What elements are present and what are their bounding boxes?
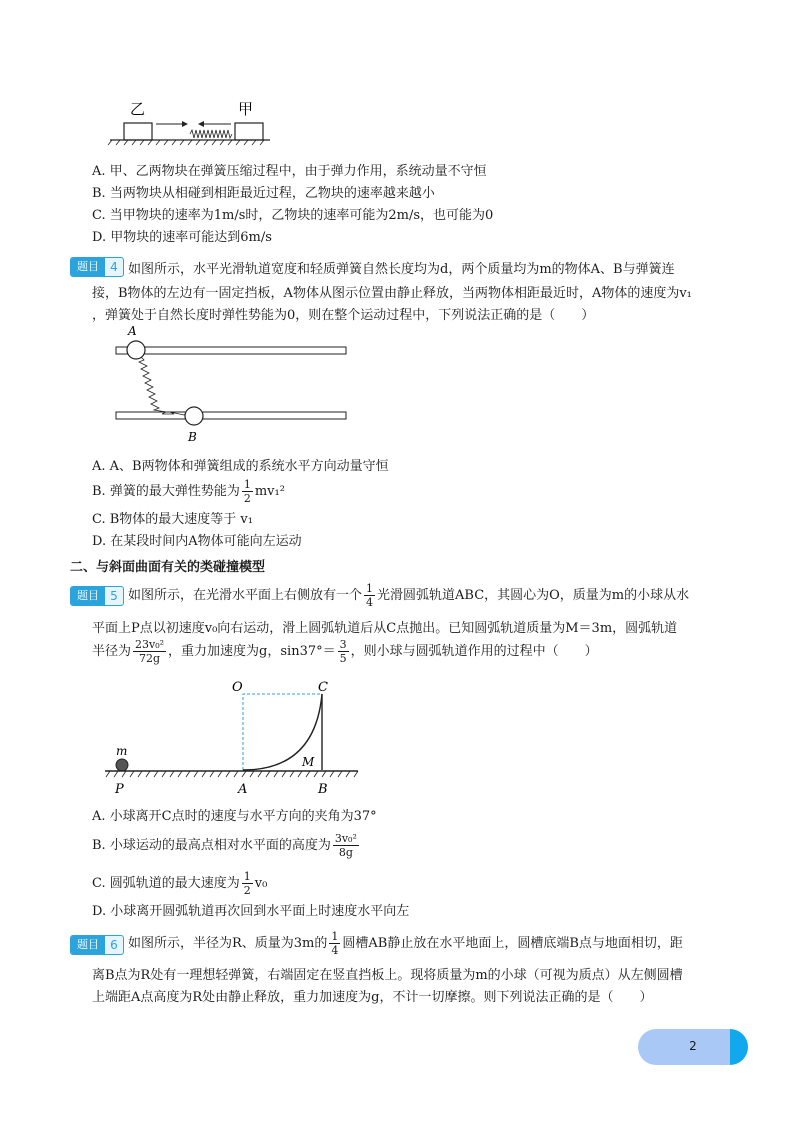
q5-line-3-start: 半径为 — [92, 644, 132, 659]
fraction-numerator: 1 — [366, 582, 374, 595]
q5-line-3-mid: ，重力加速度为g，sin37°＝ — [168, 644, 336, 659]
fraction-denominator: 8g — [338, 846, 353, 859]
fraction-denominator: 72g — [139, 652, 161, 665]
q4-option-d: D. 在某段时间内A物体可能向左运动 — [92, 534, 302, 549]
q5-option-c-text: C. 圆弧轨道的最大速度为 — [92, 876, 240, 891]
fraction-numerator: 1 — [243, 870, 251, 883]
q4-option-c: C. B物体的最大速度等于 v₁ — [92, 512, 253, 527]
q4-tag-number: 4 — [110, 260, 118, 274]
fraction-numerator: 1 — [243, 478, 251, 491]
q5-line-3-end: ，则小球与圆弧轨道作用的过程中（ ） — [350, 644, 598, 659]
fraction-denominator: 4 — [331, 944, 339, 957]
fig-label-b2: B — [318, 782, 328, 797]
rails-spring-figure — [108, 322, 358, 444]
fraction-denominator: 2 — [243, 884, 251, 897]
fraction-numerator: 3v₀² — [334, 832, 357, 845]
q3-option-d: D. 甲物块的速率可能达到6m/s — [92, 230, 272, 245]
q3-option-a: A. 甲、乙两物块在弹簧压缩过程中，由于弹力作用，系统动量不守恒 — [92, 164, 487, 179]
q5-radius-fraction — [133, 638, 166, 665]
q4-option-a: A. A、B两物体和弹簧组成的系统水平方向动量守恒 — [92, 459, 389, 474]
fraction-denominator: 5 — [339, 652, 347, 665]
q5-tag-number: 5 — [110, 589, 118, 603]
q5-tag — [70, 586, 124, 606]
q4-option-b-fraction — [242, 478, 253, 505]
fig-label-m-ball: m — [116, 744, 128, 758]
q6-line-1-start: 如图所示，半径为R、质量为3m的 — [128, 936, 328, 951]
q4-option-b-tail: mv₁² — [254, 484, 285, 499]
fraction-numerator: 23v₀² — [135, 638, 165, 651]
q6-line-1 — [128, 930, 683, 957]
q4-option-b — [92, 478, 285, 505]
q5-line-3 — [92, 638, 598, 665]
q5-line-2: 平面上P点以初速度v₀向右运动，滑上圆弧轨道后从C点抛出。已知圆弧轨道质量为M＝3m，圆弧轨道 — [92, 621, 678, 636]
fig-label-c: C — [318, 680, 328, 695]
q5-option-b-fraction — [333, 832, 359, 859]
q4-option-b-text: B. 弹簧的最大弹性势能为 — [92, 484, 240, 499]
q6-tag — [70, 935, 124, 955]
q5-option-d: D. 小球离开圆弧轨道再次回到水平面上时速度水平向左 — [92, 904, 410, 919]
fig-label-p: P — [115, 782, 124, 797]
fraction-denominator: 2 — [243, 492, 251, 505]
fig-label-a2: A — [238, 782, 248, 797]
q6-line-1-end: 圆槽AB静止放在水平地面上，圆槽底端B点与地面相切，距 — [342, 936, 683, 951]
q4-line-2: 接，B物体的左边有一固定挡板，A物体从图示位置由静止释放，当两物体相距最近时，A物体的速度为v₁ — [92, 286, 692, 301]
fraction-denominator: 4 — [366, 596, 374, 609]
q5-option-c-tail: v₀ — [254, 876, 268, 891]
fig-label-o: O — [232, 680, 243, 695]
section-heading: 二、与斜面曲面有关的类碰撞模型 — [70, 560, 266, 575]
page-number: 2 — [689, 1039, 697, 1053]
q4-line-1: 如图所示，水平光滑轨道宽度和轻质弹簧自然长度均为d，两个质量均为m的物体A、B与弹簧连 — [128, 262, 675, 277]
q6-quarter-fraction — [329, 930, 340, 957]
q6-line-2: 离B点为R处有一理想轻弹簧，右端固定在竖直挡板上。现将质量为m的小球（可视为质点）从左侧圆槽 — [92, 968, 683, 983]
q5-option-b-text: B. 小球运动的最高点相对水平面的高度为 — [92, 838, 331, 853]
q3-option-c: C. 当甲物块的速率为1m/s时，乙物块的速率可能为2m/s，也可能为0 — [92, 208, 494, 223]
fig-label-m-track: M — [302, 755, 315, 769]
q4-tag-label: 题目 — [71, 258, 105, 276]
q5-line-1 — [128, 582, 689, 609]
q6-tag-number: 6 — [110, 938, 118, 952]
q5-option-a: A. 小球离开C点时的速度与水平方向的夹角为37° — [92, 809, 377, 824]
q5-tag-label: 题目 — [71, 587, 105, 605]
arc-track-figure — [100, 672, 370, 800]
q5-quarter-fraction — [364, 582, 375, 609]
q4-tag — [70, 257, 124, 277]
q6-line-3: 上端距A点高度为R处由静止释放，重力加速度为g，不计一切摩擦。则下列说法正确的是（ ） — [92, 990, 653, 1005]
q6-tag-label: 题目 — [71, 936, 105, 954]
q5-option-b — [92, 832, 361, 859]
q5-line-1-end: 光滑圆弧轨道ABC，其圆心为O，质量为m的小球从水 — [377, 588, 690, 603]
label-yi: 乙 — [130, 100, 146, 118]
q4-line-3: ，弹簧处于自然长度时弹性势能为0，则在整个运动过程中，下列说法正确的是（ ） — [92, 308, 595, 323]
label-jia: 甲 — [238, 100, 254, 118]
fig-label-a: A — [128, 324, 137, 338]
fraction-numerator: 1 — [331, 930, 339, 943]
q5-option-c — [92, 870, 267, 897]
spring-blocks-figure — [100, 96, 280, 146]
q5-option-c-fraction — [242, 870, 253, 897]
fig-label-b: B — [188, 430, 197, 444]
q5-sin-fraction — [338, 638, 349, 665]
q3-option-b: B. 当两物块从相碰到相距最近过程，乙物块的速率越来越小 — [92, 186, 435, 201]
q5-line-1-start: 如图所示，在光滑水平面上右侧放有一个 — [128, 588, 363, 603]
fraction-numerator: 3 — [339, 638, 347, 651]
